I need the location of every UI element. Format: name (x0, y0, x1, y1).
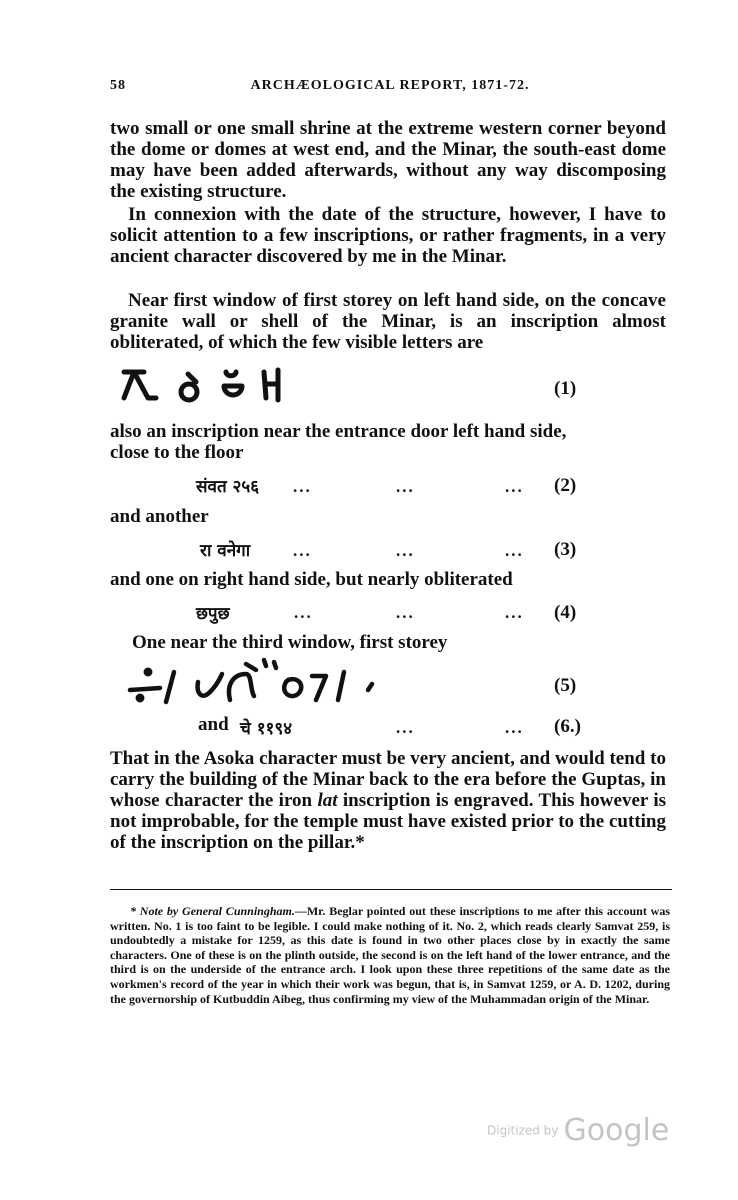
inscription-2-text: संवत २५६ (196, 477, 260, 497)
running-title: ARCHÆOLOGICAL REPORT, 1871-72. (250, 78, 530, 93)
leader-dots: ... (293, 477, 312, 496)
text-line: and another (110, 506, 209, 527)
leader-dots: ... (396, 477, 415, 496)
footnote (110, 904, 670, 1006)
text-line: close to the floor (110, 442, 244, 463)
leader-dots: ... (505, 603, 524, 622)
inscription-1-number: (1) (554, 378, 577, 399)
inscription-4-number: (4) (554, 602, 577, 623)
leader-dots: ... (396, 541, 415, 560)
text-line: also an inscription near the entrance door left hand side, (110, 421, 567, 442)
page-header (110, 78, 670, 98)
inscription-6-number: (6.) (554, 716, 581, 737)
text-line: and (198, 714, 229, 735)
inscription-3-number: (3) (554, 539, 577, 560)
paragraph-1: two small or one small shrine at the extreme western corner beyond the dome or domes at west end, and the Minar, the south-east dome may have been added afterwards, without any way discomposing the existing structure. (110, 118, 666, 202)
watermark-digitized-by: Digitized by (487, 1123, 559, 1138)
inscription-1-glyphs (118, 364, 288, 404)
footnote-body: —Mr. Beglar pointed out these inscriptions to me after this account was written. No. 1 is too faint to be legible. I could make nothing of it. No. 2, which reads clearly Samvat 259, is undoubtedly a mistake for 1259, as this date is found in two other places close by in exactly the same characters. One of these is on the plinth outside, the second is on the left hand of the lower entrance, and the third is on the underside of the entrance arch. I look upon these three repetitions of the same date as the workmen's record of the year in which their work was begun, that is, in Samvat 1259, or A. D. 1202, during the governorship of Kutbuddin Aibeg, thus confirming my view of the Muhammadan origin of the Minar. (110, 904, 670, 1006)
leader-dots: ... (396, 603, 415, 622)
google-watermark (487, 1113, 669, 1153)
watermark-brand: Google (563, 1113, 670, 1148)
text-line: One near the third window, first storey (132, 632, 448, 653)
term-lat: lat (317, 790, 338, 811)
inscription-3-text: रा वनेगा (200, 541, 251, 561)
inscription-4-text: छपुछ (196, 604, 230, 624)
paragraph-final-part1: That in the Asoka character must be very ancient, and would tend to carry the building of the Minar back to the era before the Guptas, in whose character the iron (110, 748, 666, 811)
page-number: 58 (110, 78, 126, 93)
paragraph-final (110, 748, 666, 853)
inscription-6-text: चे ११९४ (240, 719, 293, 739)
leader-dots: ... (505, 718, 524, 737)
inscription-5-glyphs (118, 654, 388, 710)
paragraph-2: In connexion with the date of the structure, however, I have to solicit attention to a few inscriptions, or rather fragments, in a very ancient character discovered by me in the Minar. (110, 204, 666, 267)
footnote-divider (110, 889, 672, 890)
paragraph-3: Near first window of first storey on left hand side, on the concave granite wall or shell of the Minar, is an inscription almost obliterated, of which the few visible letters are (110, 290, 666, 353)
inscription-2-number: (2) (554, 475, 577, 496)
leader-dots: ... (293, 541, 312, 560)
inscription-5-number: (5) (554, 675, 577, 696)
leader-dots: ... (505, 541, 524, 560)
leader-dots: ... (396, 718, 415, 737)
text-line: and one on right hand side, but nearly obliterated (110, 569, 513, 590)
leader-dots: ... (294, 603, 313, 622)
paragraph-final-part2: inscription is engraved. This however is not improbable, for the temple must have existed prior to the cutting of the inscription on the pillar.* (110, 790, 666, 853)
footnote-lead: * Note by General Cunningham. (130, 904, 295, 918)
leader-dots: ... (505, 477, 524, 496)
